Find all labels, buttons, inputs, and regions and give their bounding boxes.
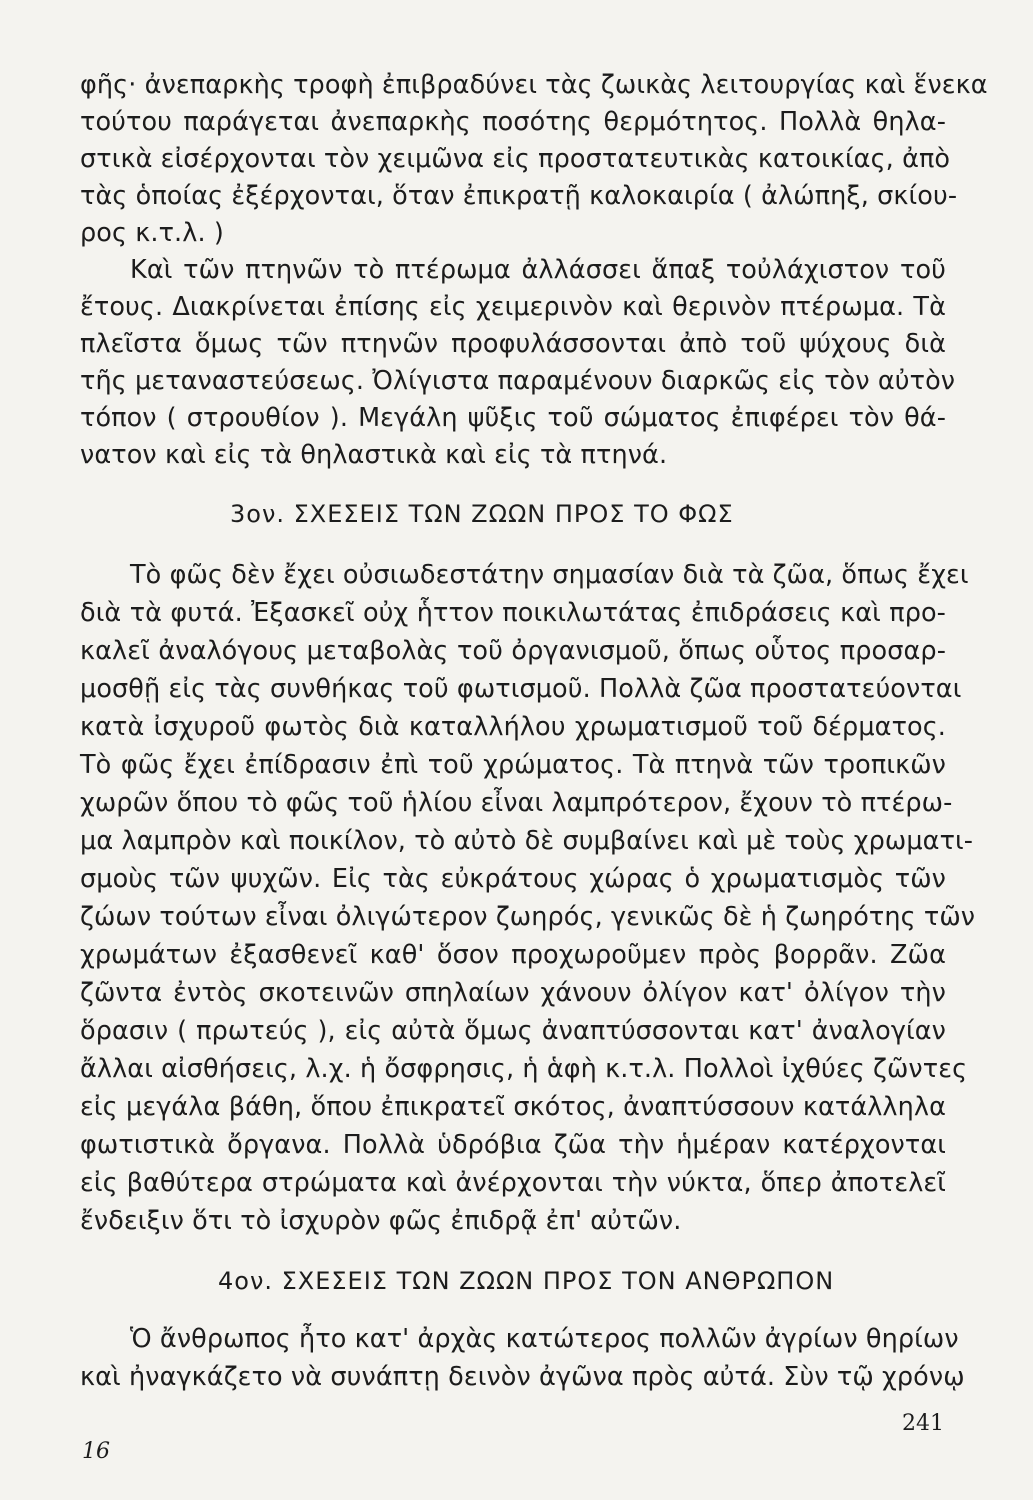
text-line: ἄλλαι αἰσθήσεις, λ.χ. ἡ ὄσφρησις, ἡ ἁφὴ κ.τ.λ. Πολλοὶ ἰχθύες ζῶντες bbox=[80, 1054, 968, 1084]
text-line: Τὸ φῶς ἔχει ἐπίδρασιν ἐπὶ τοῦ χρώματος. Τὰ πτηνὰ τῶν τροπικῶν bbox=[80, 750, 946, 780]
text-line: νατον καὶ εἰς τὰ θηλαστικὰ καὶ εἰς τὰ πτηνά. bbox=[80, 440, 668, 470]
text-line: τούτου παράγεται ἀνεπαρκὴς ποσότης θερμότητος. Πολλὰ θηλα- bbox=[80, 107, 946, 137]
text-line: καλεῖ ἀναλόγους μεταβολὰς τοῦ ὀργανισμοῦ, ὅπως οὗτος προσαρ- bbox=[80, 636, 946, 666]
text-line: τῆς μεταναστεύσεως. Ὀλίγιστα παραμένουν διαρκῶς εἰς τὸν αὐτὸν bbox=[80, 366, 956, 396]
text-line: ἔτους. Διακρίνεται ἐπίσης εἰς χειμερινὸν καὶ θερινὸν πτέρωμα. Τὰ bbox=[80, 292, 946, 322]
section-heading: 3ον. ΣΧΕΣΕΙΣ ΤΩΝ ΖΩΩΝ ΠΡΟΣ ΤΟ ΦΩΣ bbox=[230, 500, 734, 528]
text-line: ζῶντα ἐντὸς σκοτεινῶν σπηλαίων χάνουν ὀλίγον κατ' ὀλίγον τὴν bbox=[80, 978, 946, 1008]
text-line: πλεῖστα ὅμως τῶν πτηνῶν προφυλάσσονται ἀπὸ τοῦ ψύχους διὰ bbox=[80, 329, 946, 359]
text-line: φωτιστικὰ ὄργανα. Πολλὰ ὑδρόβια ζῶα τὴν ἡμέραν κατέρχονται bbox=[80, 1130, 946, 1160]
text-line: ζώων τούτων εἶναι ὀλιγώτερον ζωηρός, γενικῶς δὲ ἡ ζωηρότης τῶν bbox=[80, 902, 976, 932]
text-line: χωρῶν ὅπου τὸ φῶς τοῦ ἡλίου εἶναι λαμπρότερον, ἔχουν τὸ πτέρω- bbox=[80, 788, 953, 818]
text-line: κατὰ ἰσχυροῦ φωτὸς διὰ καταλλήλου χρωματισμοῦ τοῦ δέρματος. bbox=[80, 712, 946, 742]
text-line: μα λαμπρὸν καὶ ποικίλον, τὸ αὐτὸ δὲ συμβαίνει καὶ μὲ τοὺς χρωματι- bbox=[80, 826, 974, 856]
text-line: εἰς μεγάλα βάθη, ὅπου ἐπικρατεῖ σκότος, ἀναπτύσσουν κατάλληλα bbox=[80, 1092, 946, 1122]
text-line: Τὸ φῶς δὲν ἔχει οὐσιωδεστάτην σημασίαν διὰ τὰ ζῶα, ὅπως ἔχει bbox=[130, 560, 969, 590]
text-line: Καὶ τῶν πτηνῶν τὸ πτέρωμα ἀλλάσσει ἅπαξ τοὐλάχιστον τοῦ bbox=[130, 255, 946, 285]
text-line: εἰς βαθύτερα στρώματα καὶ ἀνέρχονται τὴν νύκτα, ὅπερ ἀποτελεῖ bbox=[80, 1168, 946, 1198]
text-line: φῆς· ἀνεπαρκὴς τροφὴ ἐπιβραδύνει τὰς ζωικὰς λειτουργίας καὶ ἕνεκα bbox=[80, 70, 988, 100]
text-line: τόπον ( στρουθίον ). Μεγάλη ψῦξις τοῦ σώματος ἐπιφέρει τὸν θά- bbox=[80, 403, 946, 433]
page-number: 241 bbox=[902, 1411, 944, 1436]
text-line: ὅρασιν ( πρωτεύς ), εἰς αὐτὰ ὅμως ἀναπτύσσονται κατ' ἀναλογίαν bbox=[80, 1016, 946, 1046]
section-heading: 4ον. ΣΧΕΣΕΙΣ ΤΩΝ ΖΩΩΝ ΠΡΟΣ ΤΟΝ ΑΝΘΡΩΠΟΝ bbox=[218, 1267, 835, 1295]
text-line: Ὁ ἄνθρωπος ἦτο κατ' ἀρχὰς κατώτερος πολλῶν ἀγρίων θηρίων bbox=[130, 1324, 959, 1354]
text-line: ρος κ.τ.λ. ) bbox=[80, 218, 224, 248]
text-line: χρωμάτων ἐξασθενεῖ καθ' ὅσον προχωροῦμεν πρὸς βορρᾶν. Ζῶα bbox=[80, 940, 946, 970]
text-line: μοσθῇ εἰς τὰς συνθήκας τοῦ φωτισμοῦ. Πολλὰ ζῶα προστατεύονται bbox=[80, 674, 962, 704]
text-line: καὶ ἠναγκάζετο νὰ συνάπτῃ δεινὸν ἀγῶνα πρὸς αὐτά. Σὺν τῷ χρόνῳ bbox=[80, 1362, 965, 1392]
text-line: στικὰ εἰσέρχονται τὸν χειμῶνα εἰς προστατευτικὰς κατοικίας, ἀπὸ bbox=[80, 144, 951, 174]
text-line: ἔνδειξιν ὅτι τὸ ἰσχυρὸν φῶς ἐπιδρᾷ ἐπ' αὐτῶν. bbox=[80, 1206, 682, 1236]
text-line: τὰς ὁποίας ἐξέρχονται, ὅταν ἐπικρατῇ καλοκαιρία ( ἀλώπηξ, σκίου- bbox=[80, 181, 958, 211]
text-line: σμοὺς τῶν ψυχῶν. Εἰς τὰς εὐκράτους χώρας ὁ χρωματισμὸς τῶν bbox=[80, 864, 946, 894]
signature-mark: 16 bbox=[82, 1439, 110, 1464]
text-line: διὰ τὰ φυτά. Ἐξασκεῖ οὐχ ἧττον ποικιλωτάτας ἐπιδράσεις καὶ προ- bbox=[80, 598, 946, 628]
